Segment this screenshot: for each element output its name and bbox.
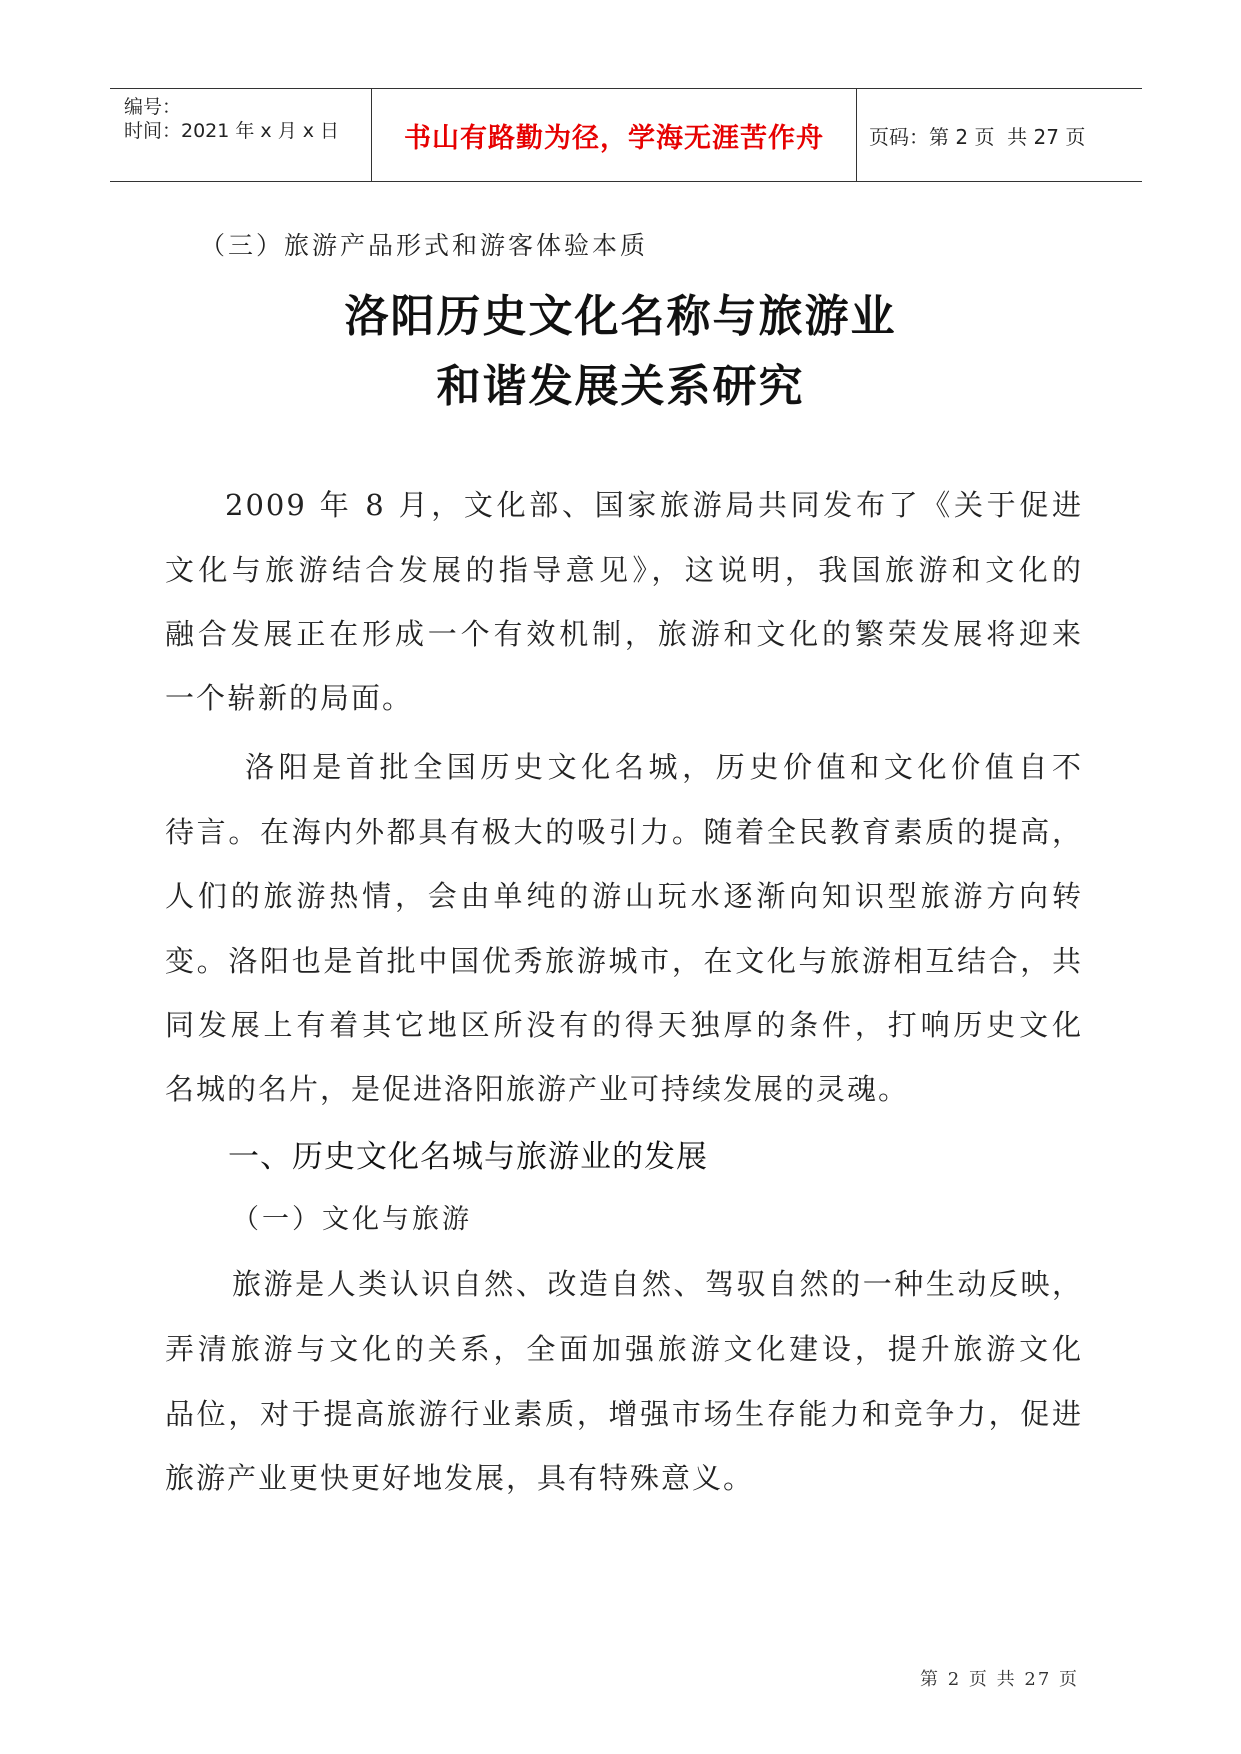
header-motto: 书山有路勤为径，学海无涯苦作舟 <box>372 89 857 181</box>
paragraph-1-line: 文化与旅游结合发展的指导意见》，这说明，我国旅游和文化的 <box>165 553 1083 587</box>
document-title-line-2: 和谐发展关系研究 <box>436 361 805 412</box>
paragraph-1-line: 2009 年 8 月，文化部、国家旅游局共同发布了《关于促进 <box>225 488 1083 522</box>
section-heading: 一、历史文化名城与旅游业的发展 <box>228 1139 708 1175</box>
paragraph-1-line: 一个崭新的局面。 <box>165 681 414 715</box>
document-time-label: 时间：2021 年 x 月 x 日 <box>124 120 340 142</box>
paragraph-2-line: 洛阳是首批全国历史文化名城，历史价值和文化价值自不 <box>245 750 1083 784</box>
paragraph-2-line: 人们的旅游热情，会由单纯的游山玩水逐渐向知识型旅游方向转 <box>165 879 1083 913</box>
sub-heading: （三）旅游产品形式和游客体验本质 <box>200 231 649 260</box>
paragraph-2-line: 同发展上有着其它地区所没有的得天独厚的条件，打响历史文化 <box>165 1008 1083 1042</box>
header-page-info: 页码：第 2 页 共 27 页 <box>869 124 1086 149</box>
header-meta <box>110 89 372 181</box>
paragraph-1-line: 融合发展正在形成一个有效机制，旅游和文化的繁荣发展将迎来 <box>165 617 1083 651</box>
subsection-heading: （一）文化与旅游 <box>232 1204 472 1235</box>
paragraph-2-line: 名城的名片，是促进洛阳旅游产业可持续发展的灵魂。 <box>165 1072 910 1106</box>
document-number-label: 编号： <box>124 96 182 118</box>
paragraph-3-line: 品位，对于提高旅游行业素质，增强市场生存能力和竞争力，促进 <box>165 1397 1083 1431</box>
document-title-line-1: 洛阳历史文化名称与旅游业 <box>344 291 897 342</box>
page-footer: 第 2 页 共 27 页 <box>920 1669 1079 1690</box>
paragraph-2-line: 变。洛阳也是首批中国优秀旅游城市，在文化与旅游相互结合，共 <box>165 944 1083 978</box>
paragraph-2-line: 待言。在海内外都具有极大的吸引力。随着全民教育素质的提高， <box>165 815 1083 849</box>
document-header <box>110 88 1142 182</box>
paragraph-3-line: 旅游是人类认识自然、改造自然、驾驭自然的一种生动反映， <box>232 1267 1083 1301</box>
paragraph-3-line: 旅游产业更快更好地发展，具有特殊意义。 <box>165 1461 755 1495</box>
paragraph-3-line: 弄清旅游与文化的关系，全面加强旅游文化建设，提升旅游文化 <box>165 1332 1083 1366</box>
